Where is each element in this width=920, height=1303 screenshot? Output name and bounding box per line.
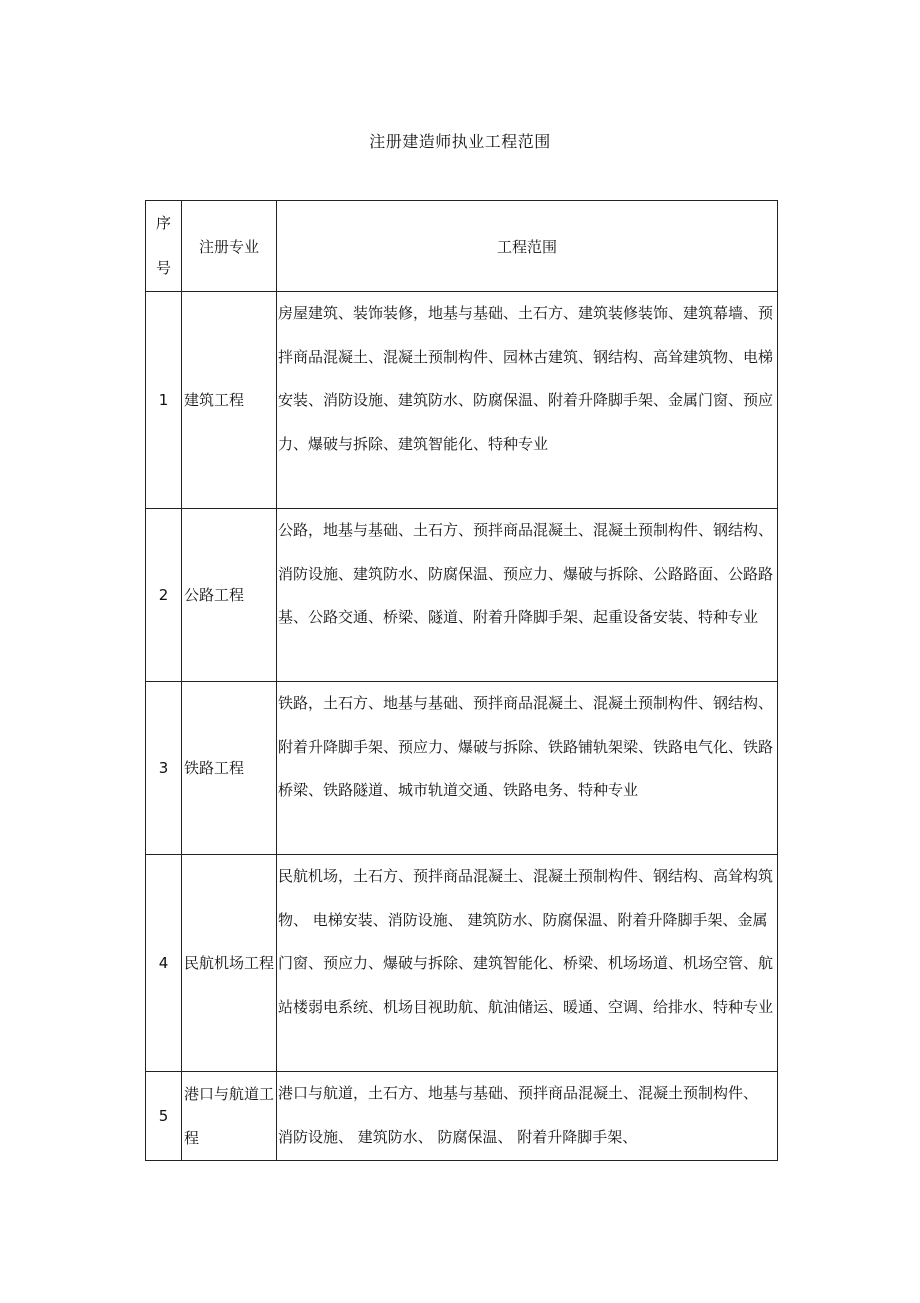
row-scope: 民航机场，土石方、预拌商品混凝土、混凝土预制构件、钢结构、高耸构筑物、 电梯安装、消防设施、 建筑防水、防腐保温、附着升降脚手架、金属门窗、预应力、爆破与拆除、建筑智能化、桥梁、机场场道、机场空管、航站楼弱电系统、机场目视助航、航油储运、暖通、空调、给排水、特种专业 [277,855,778,1072]
row-specialty: 铁路工程 [182,682,277,855]
row-scope: 房屋建筑、装饰装修，地基与基础、土石方、建筑装修装饰、建筑幕墙、预拌商品混凝土、混凝土预制构件、园林古建筑、钢结构、高耸建筑物、电梯安装、消防设施、建筑防水、防腐保温、附着升降脚手架、金属门窗、预应力、爆破与拆除、建筑智能化、特种专业 [277,292,778,509]
row-number: 2 [146,509,182,682]
row-scope: 公路，地基与基础、土石方、预拌商品混凝土、混凝土预制构件、钢结构、消防设施、建筑防水、防腐保温、预应力、爆破与拆除、公路路面、公路路基、公路交通、桥梁、隧道、附着升降脚手架、起重设备安装、特种专业 [277,509,778,682]
row-number: 1 [146,292,182,509]
row-specialty: 公路工程 [182,509,277,682]
header-serial-number: 序 号 [146,201,182,292]
row-scope: 港口与航道，土石方、地基与基础、预拌商品混凝土、混凝土预制构件、 消防设施、 建筑防水、 防腐保温、 附着升降脚手架、 [277,1072,778,1161]
table-row [146,855,778,1072]
table-row [146,509,778,682]
row-specialty: 港口与航道工程 [182,1072,277,1161]
header-engineering-scope: 工程范围 [277,201,778,292]
table-row [146,682,778,855]
row-specialty: 民航机场工程 [182,855,277,1072]
scope-table [145,200,778,1161]
row-specialty: 建筑工程 [182,292,277,509]
table-row [146,292,778,509]
table-header-row [146,201,778,292]
row-number: 5 [146,1072,182,1161]
row-number: 3 [146,682,182,855]
row-number: 4 [146,855,182,1072]
row-scope: 铁路，土石方、地基与基础、预拌商品混凝土、混凝土预制构件、钢结构、附着升降脚手架、预应力、爆破与拆除、铁路铺轨架梁、铁路电气化、铁路桥梁、铁路隧道、城市轨道交通、铁路电务、特种专业 [277,682,778,855]
page-title: 注册建造师执业工程范围 [369,132,551,151]
table-row [146,1072,778,1161]
header-registered-specialty: 注册专业 [182,201,277,292]
